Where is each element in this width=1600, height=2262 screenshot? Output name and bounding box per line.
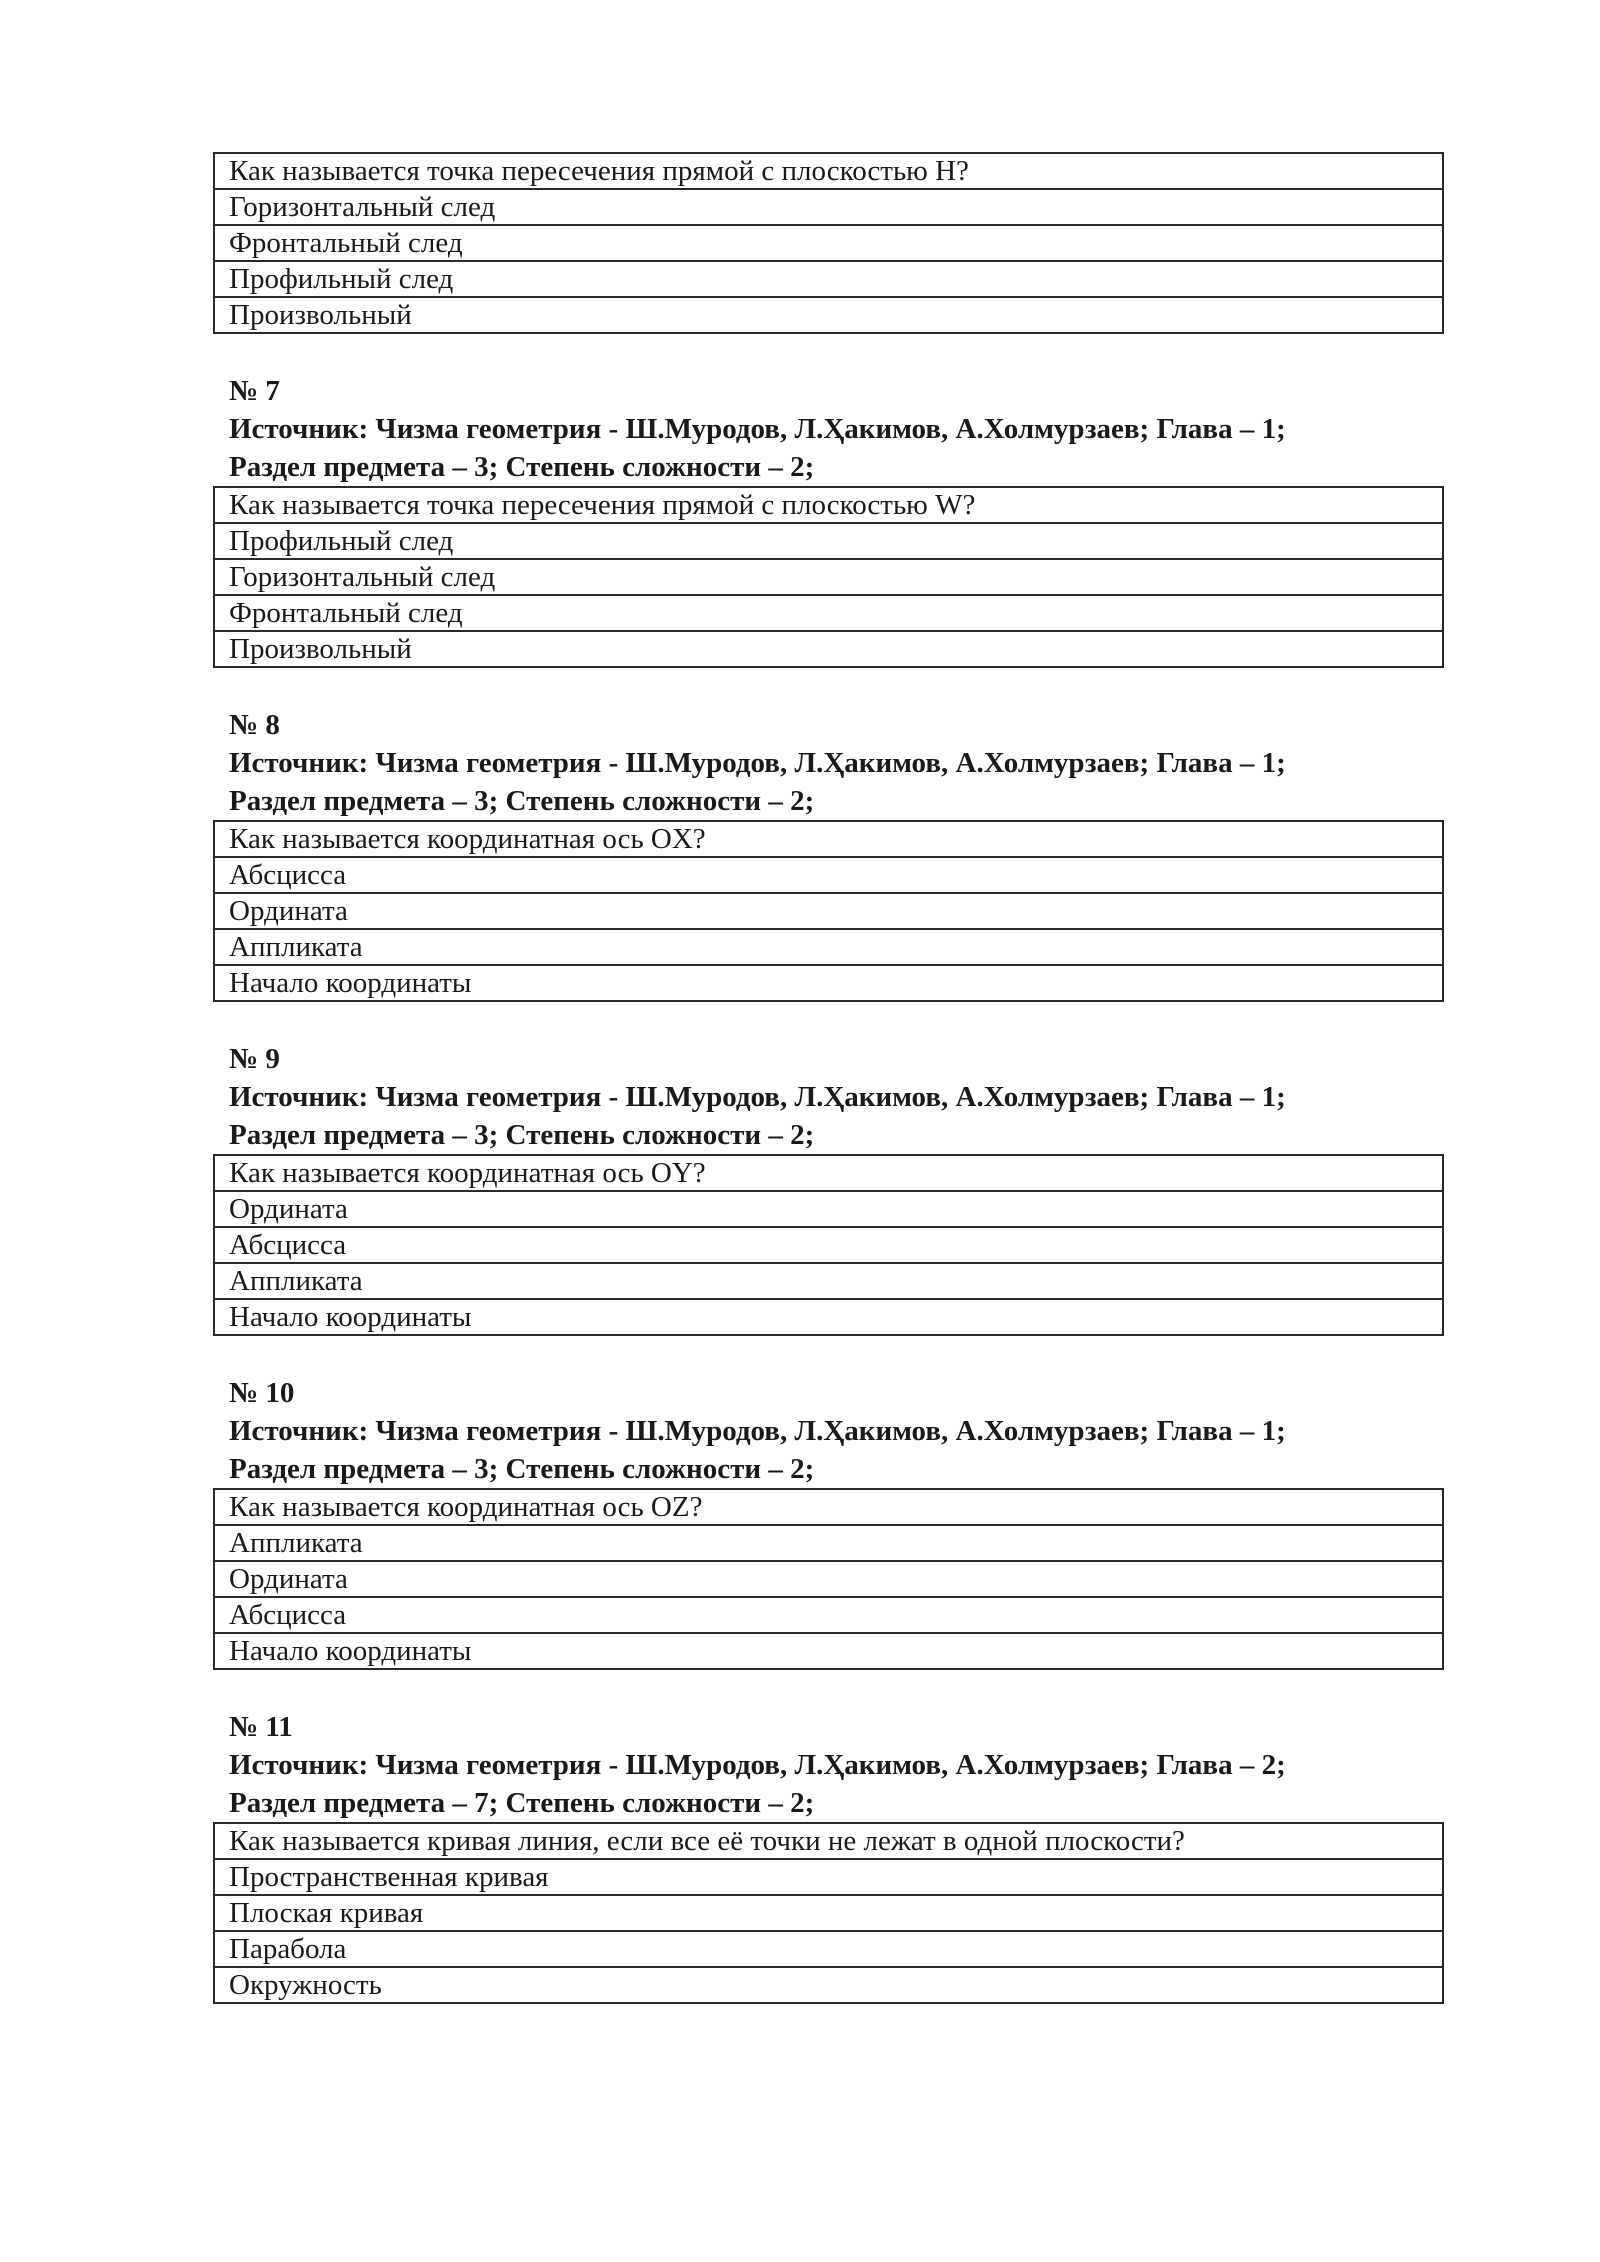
question-source: Источник: Чизма геометрия - Ш.Муродов, Л.Ҳакимов, А.Холмурзаев; Глава – 1; xyxy=(229,413,1286,445)
question-section: Раздел предмета – 3; Степень сложности – 2; xyxy=(229,1453,815,1485)
question-table xyxy=(213,1154,1444,1336)
answer-option: Ордината xyxy=(214,1561,1443,1597)
answer-option: Аппликата xyxy=(214,1525,1443,1561)
question-section: Раздел предмета – 3; Степень сложности – 2; xyxy=(229,785,815,817)
answer-option: Пространственная кривая xyxy=(214,1859,1443,1895)
answer-option: Фронтальный след xyxy=(214,225,1443,261)
question-table xyxy=(213,1488,1444,1670)
question-section: Раздел предмета – 7; Степень сложности – 2; xyxy=(229,1787,815,1819)
answer-option: Абсцисса xyxy=(214,1597,1443,1633)
answer-option: Абсцисса xyxy=(214,1227,1443,1263)
document-page xyxy=(213,152,1444,2004)
question-text: Как называется кривая линия, если все её точки не лежат в одной плоскости? xyxy=(214,1823,1443,1859)
question-block xyxy=(213,1374,1444,1670)
question-text: Как называется координатная ось OX? xyxy=(214,821,1443,857)
question-table xyxy=(213,820,1444,1002)
answer-option: Аппликата xyxy=(214,1263,1443,1299)
question-block xyxy=(213,372,1444,668)
question-table xyxy=(213,152,1444,334)
question-number: № 7 xyxy=(229,375,280,407)
question-block xyxy=(213,1040,1444,1336)
question-block xyxy=(213,152,1444,334)
answer-option: Ордината xyxy=(214,893,1443,929)
answer-option: Начало координаты xyxy=(214,1633,1443,1669)
question-number: № 11 xyxy=(229,1711,293,1743)
answer-option: Профильный след xyxy=(214,523,1443,559)
question-source: Источник: Чизма геометрия - Ш.Муродов, Л.Ҳакимов, А.Холмурзаев; Глава – 1; xyxy=(229,747,1286,779)
answer-option: Начало координаты xyxy=(214,1299,1443,1335)
answer-option: Фронтальный след xyxy=(214,595,1443,631)
answer-option: Парабола xyxy=(214,1931,1443,1967)
question-block xyxy=(213,1708,1444,2004)
question-table xyxy=(213,1822,1444,2004)
question-number: № 8 xyxy=(229,709,280,741)
question-source: Источник: Чизма геометрия - Ш.Муродов, Л.Ҳакимов, А.Холмурзаев; Глава – 1; xyxy=(229,1415,1286,1447)
question-number: № 10 xyxy=(229,1377,295,1409)
question-source: Источник: Чизма геометрия - Ш.Муродов, Л.Ҳакимов, А.Холмурзаев; Глава – 2; xyxy=(229,1749,1286,1781)
answer-option: Произвольный xyxy=(214,297,1443,333)
question-block xyxy=(213,706,1444,1002)
question-text: Как называется точка пересечения прямой с плоскостью H? xyxy=(214,153,1443,189)
answer-option: Ордината xyxy=(214,1191,1443,1227)
question-source: Источник: Чизма геометрия - Ш.Муродов, Л.Ҳакимов, А.Холмурзаев; Глава – 1; xyxy=(229,1081,1286,1113)
question-table xyxy=(213,486,1444,668)
question-number: № 9 xyxy=(229,1043,280,1075)
answer-option: Произвольный xyxy=(214,631,1443,667)
answer-option: Профильный след xyxy=(214,261,1443,297)
question-section: Раздел предмета – 3; Степень сложности – 2; xyxy=(229,451,815,483)
question-text: Как называется координатная ось OY? xyxy=(214,1155,1443,1191)
question-text: Как называется точка пересечения прямой с плоскостью W? xyxy=(214,487,1443,523)
question-section: Раздел предмета – 3; Степень сложности – 2; xyxy=(229,1119,815,1151)
answer-option: Аппликата xyxy=(214,929,1443,965)
answer-option: Окружность xyxy=(214,1967,1443,2003)
answer-option: Горизонтальный след xyxy=(214,559,1443,595)
answer-option: Абсцисса xyxy=(214,857,1443,893)
question-text: Как называется координатная ось OZ? xyxy=(214,1489,1443,1525)
answer-option: Начало координаты xyxy=(214,965,1443,1001)
answer-option: Горизонтальный след xyxy=(214,189,1443,225)
answer-option: Плоская кривая xyxy=(214,1895,1443,1931)
